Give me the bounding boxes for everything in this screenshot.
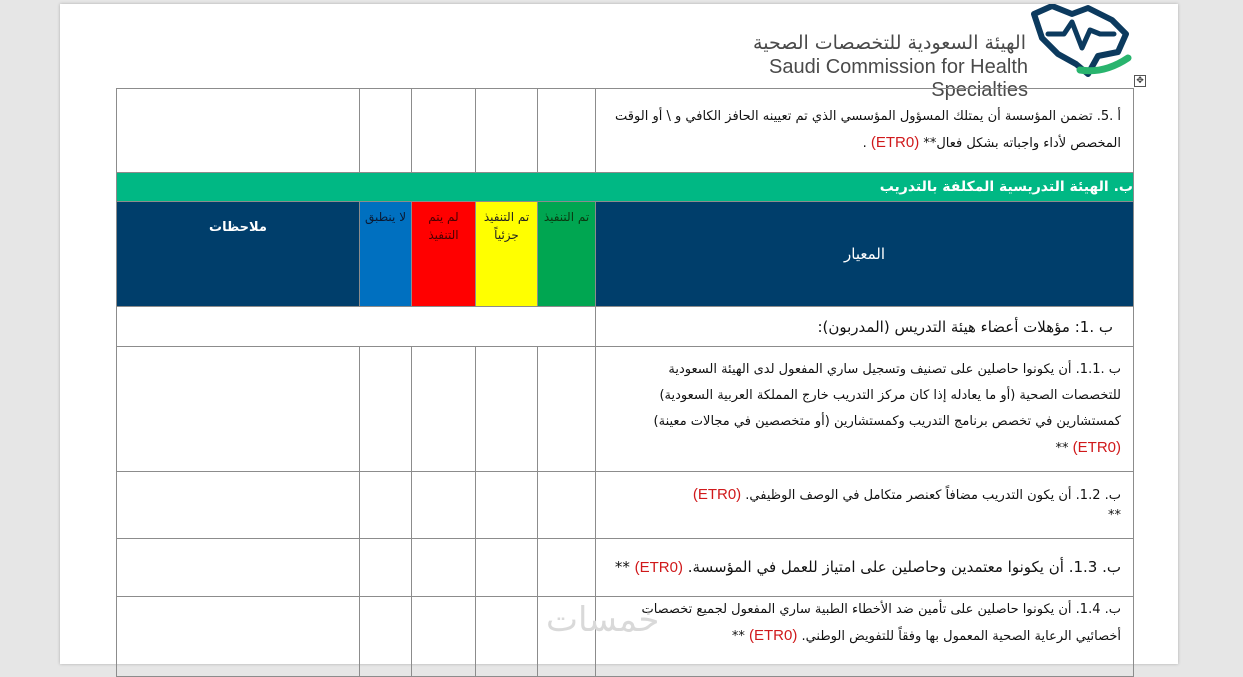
na-cell[interactable] [360,347,412,472]
watermark: خمسات [546,600,660,640]
notes-cell[interactable] [117,597,360,677]
criterion-text: للتخصصات الصحية (أو ما يعادله إذا كان مركز التدريب خارج المملكة العربية السعودية) [659,387,1121,403]
header-notes: ملاحظات [117,202,360,307]
criterion-text: ب. 1.4. أن يكونوا حاصلين على تأمين ضد الأخطاء الطبية ساري المفعول لجميع تخصصات [641,602,1121,617]
criterion-text: المخصص لأداء واجباته بشكل فعال** [919,136,1121,151]
org-name-arabic: الهيئة السعودية للتخصصات الصحية [753,32,1026,54]
criterion-cell [596,347,1134,472]
subsection-title: ب .1: مؤهلات أعضاء هيئة التدريس (المدربون): [817,317,1113,336]
header-not-applicable: لا ينطبق [360,202,412,307]
subsection-empty-cell[interactable] [117,307,596,347]
criterion-suffix: ** [614,558,635,576]
criterion-suffix: ** [1108,507,1121,523]
header-partially-done: تم التنفيذ جزئياً [476,202,538,307]
criterion-cell [596,472,1134,539]
section-row [117,173,1134,202]
table-row [117,472,1134,539]
not-done-cell[interactable] [412,347,476,472]
criterion-cell [596,539,1134,597]
notes-cell[interactable] [117,347,360,472]
criterion-text: ب .1.1. أن يكونوا حاصلين على تصنيف وتسجيل ساري المفعول لدى الهيئة السعودية [668,361,1121,377]
table-row [117,347,1134,472]
done-cell[interactable] [538,539,596,597]
header-done: تم التنفيذ [538,202,596,307]
done-cell[interactable] [538,472,596,539]
not-done-cell[interactable] [412,597,476,677]
partial-cell[interactable] [476,597,538,677]
scfhs-logo-icon [1028,4,1132,80]
na-cell[interactable] [360,472,412,539]
etr-code: (ETR0) [692,485,742,503]
subsection-cell [596,307,1134,347]
etr-code: (ETR0) [634,559,683,576]
criterion-text: أخصائيي الرعاية الصحية المعمول بها وفقاً للتفويض الوطني. [797,629,1121,644]
not-done-cell[interactable] [412,89,476,173]
criteria-table [116,88,1134,677]
notes-cell[interactable] [117,472,360,539]
criterion-cell [596,597,1134,677]
partial-cell[interactable] [476,472,538,539]
not-done-cell[interactable] [412,539,476,597]
criterion-cell [596,89,1134,173]
na-cell[interactable] [360,89,412,173]
criterion-suffix: . [862,136,871,151]
criterion-text: أ .5. تضمن المؤسسة أن يمتلك المسؤول المؤسسي الذي تم تعيينه الحافز الكافي و \ أو الوقت [615,109,1121,124]
header-not-done: لم يتم التنفيذ [412,202,476,307]
partial-cell[interactable] [476,539,538,597]
table-row [117,539,1134,597]
criterion-suffix: ** [731,629,749,644]
partial-cell[interactable] [476,347,538,472]
header-criterion: المعيار [596,202,1134,307]
etr-code: (ETR0) [870,134,920,151]
etr-code: (ETR0) [748,627,798,644]
na-cell[interactable] [360,597,412,677]
table-header-row [117,202,1134,307]
etr-code: (ETR0) [1072,438,1121,456]
org-name-english: Saudi Commission for Health Specialties [769,56,1028,101]
criterion-text: ب. 1.3. أن يكونوا معتمدين وحاصلين على امتياز للعمل في المؤسسة. [682,558,1121,576]
done-cell[interactable] [538,89,596,173]
move-handle-icon[interactable]: ✥ [1134,75,1146,87]
not-done-cell[interactable] [412,472,476,539]
section-title: ب. الهيئة التدريسية المكلفة بالتدريب [117,173,1134,202]
notes-cell[interactable] [117,89,360,173]
criterion-suffix: ** [1055,440,1073,456]
done-cell[interactable] [538,347,596,472]
partial-cell[interactable] [476,89,538,173]
criterion-text: كمستشارين في تخصص برنامج التدريب وكمستشارين (أو متخصصين في مجالات معينة) [653,413,1121,429]
na-cell[interactable] [360,539,412,597]
subsection-row [117,307,1134,347]
criterion-text: ب. 1.2. أن يكون التدريب مضافاً كعنصر متكامل في الوصف الوظيفي. [741,487,1121,503]
table-row [117,89,1134,173]
notes-cell[interactable] [117,539,360,597]
